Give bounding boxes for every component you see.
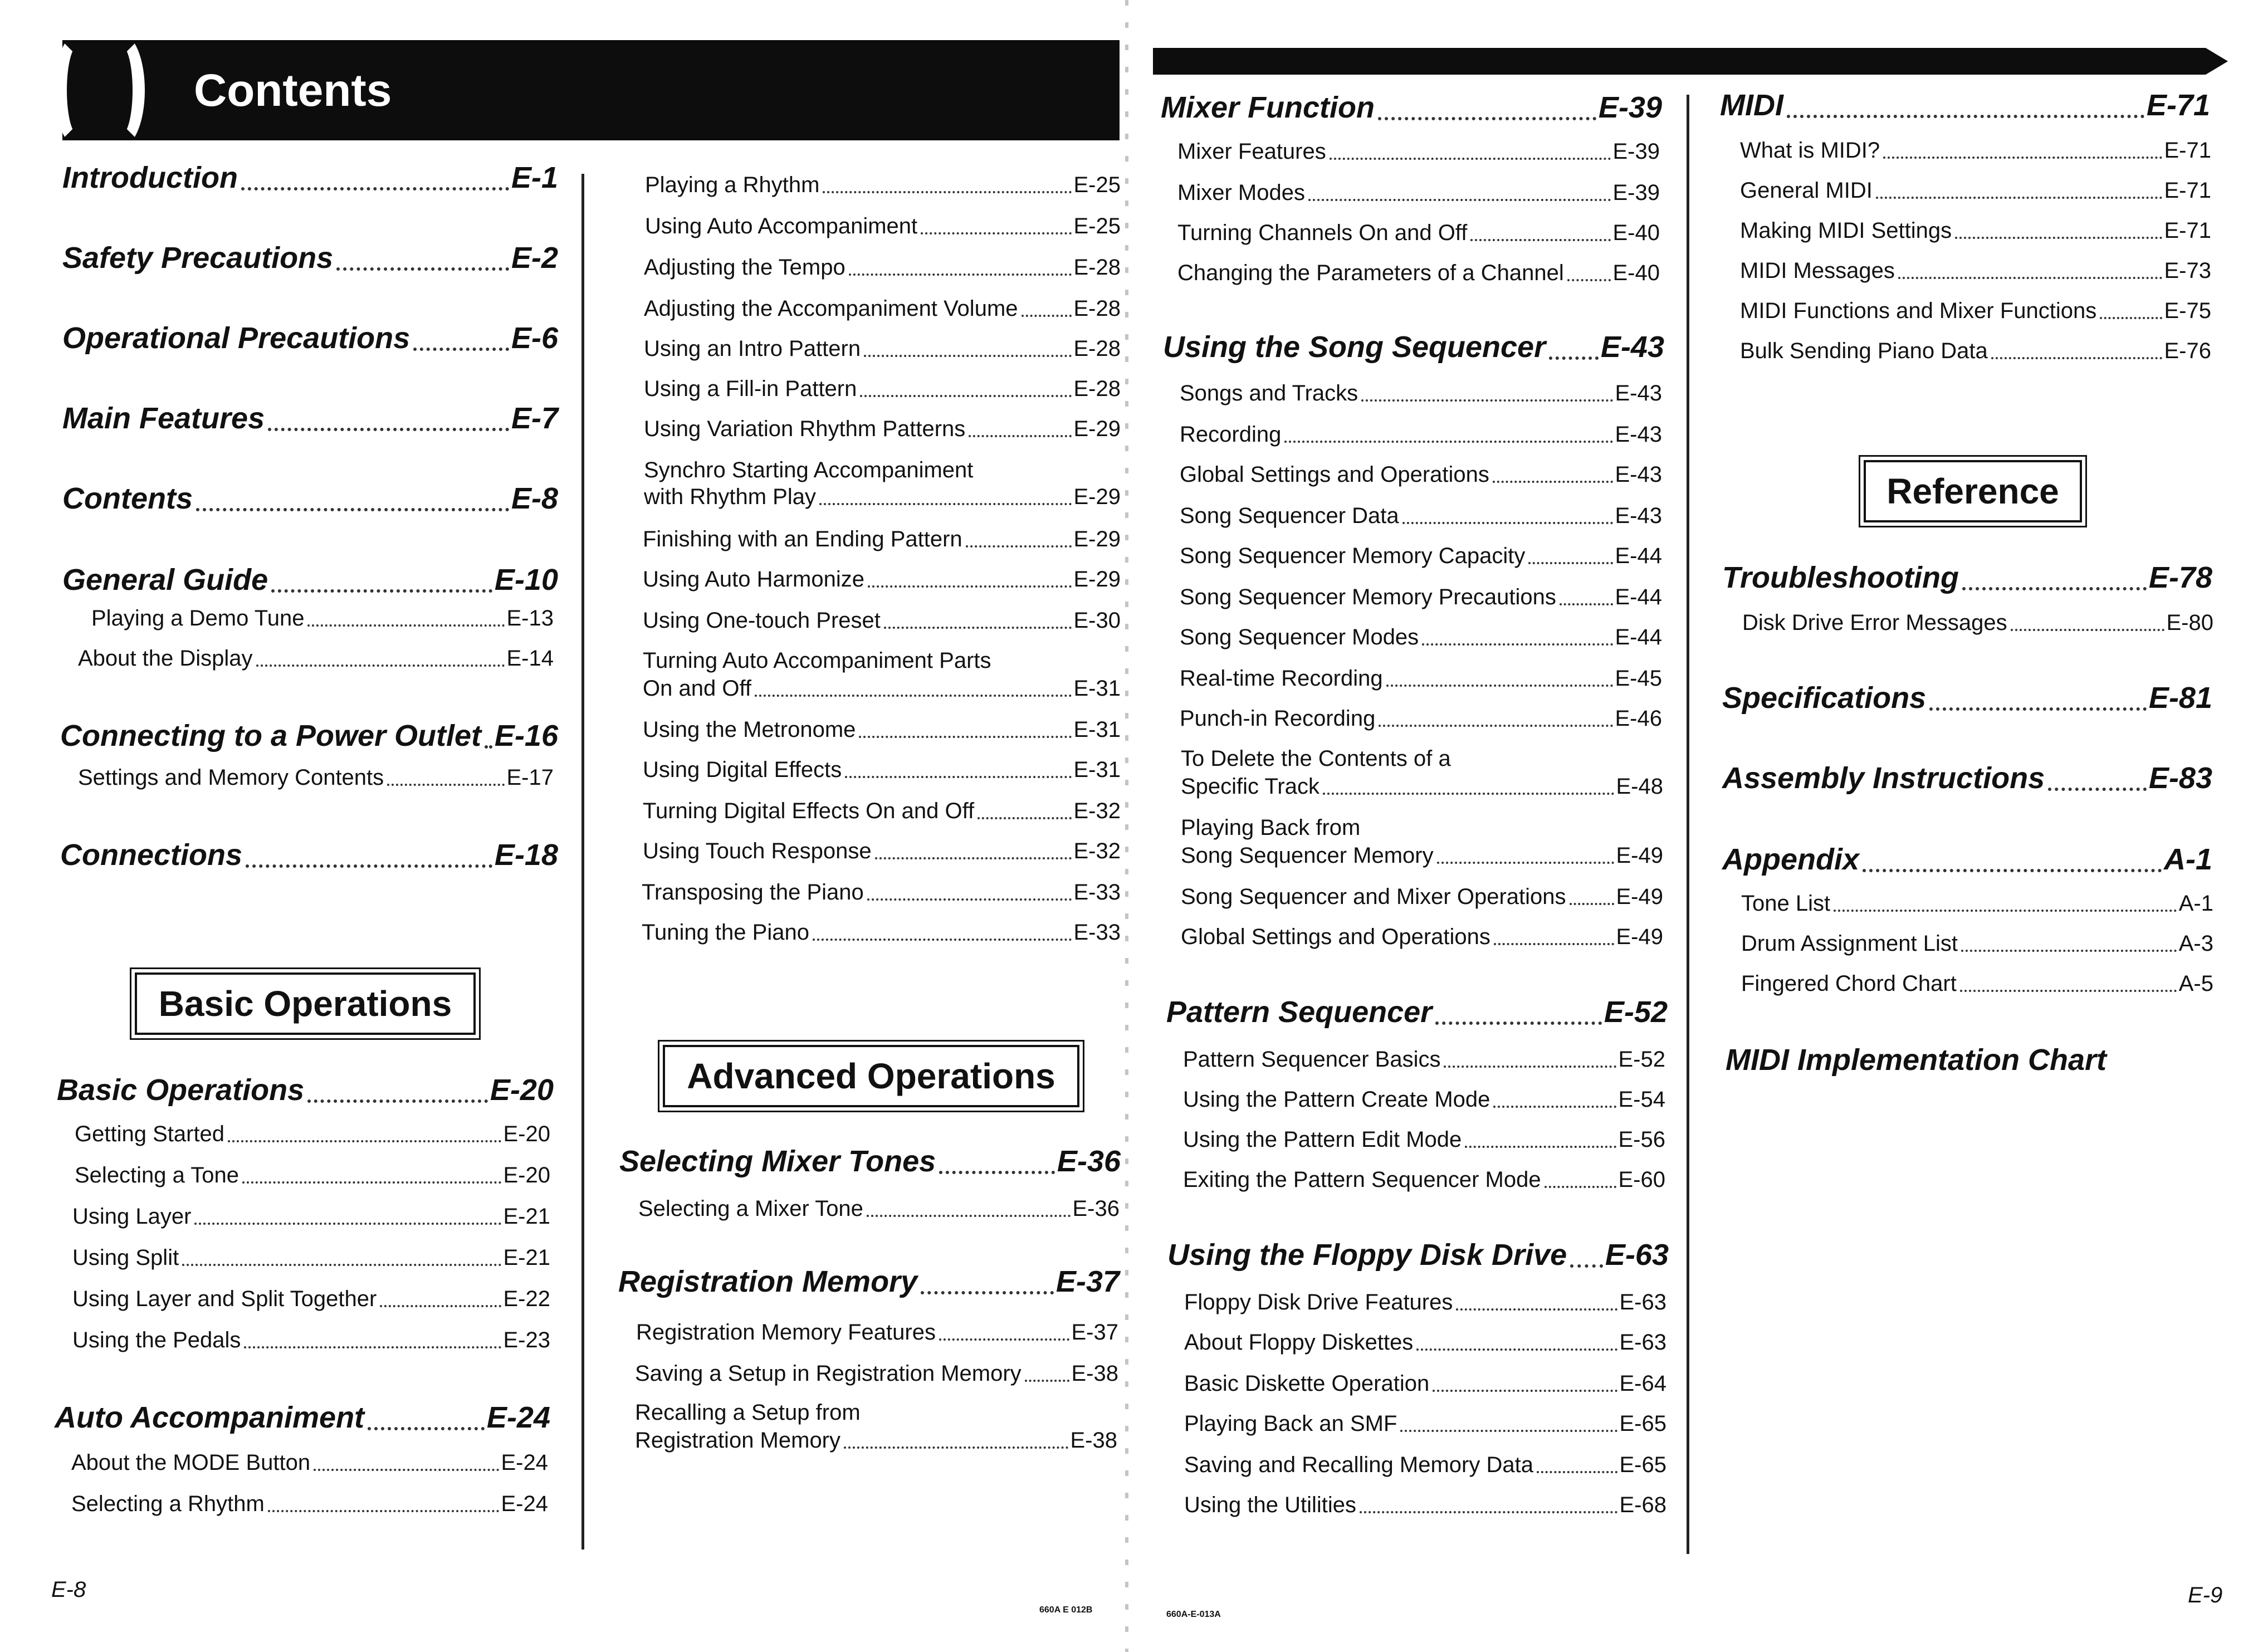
toc-subentry[interactable]: Settings and Memory Contents E-17 bbox=[78, 765, 554, 790]
toc-subentry-line1: To Delete the Contents of a bbox=[1181, 746, 1451, 771]
toc-subentry[interactable]: Playing a Rhythm E-25 bbox=[645, 173, 1121, 197]
toc-subentry[interactable]: Turning Digital Effects On and Off E-32 bbox=[643, 799, 1121, 823]
toc-entry[interactable]: Connecting to a Power Outlet E-16 bbox=[60, 719, 558, 752]
toc-subentry[interactable]: Saving and Recalling Memory Data E-65 bbox=[1184, 1453, 1666, 1477]
toc-subentry[interactable]: Saving a Setup in Registration Memory E-38 bbox=[635, 1361, 1118, 1386]
toc-subentry[interactable]: Playing Back an SMF E-65 bbox=[1184, 1411, 1666, 1436]
toc-subentry[interactable]: Adjusting the Tempo E-28 bbox=[644, 255, 1121, 280]
toc-entry[interactable]: Using the Floppy Disk Drive E-63 bbox=[1167, 1238, 1669, 1272]
toc-subentry[interactable]: Registration Memory Features E-37 bbox=[636, 1320, 1118, 1345]
toc-entry[interactable]: Registration Memory E-37 bbox=[618, 1265, 1120, 1298]
toc-subentry[interactable]: Pattern Sequencer Basics E-52 bbox=[1183, 1047, 1665, 1072]
toc-subentry[interactable]: Using the Pattern Create Mode E-54 bbox=[1183, 1087, 1665, 1112]
toc-entry[interactable]: Using the Song Sequencer E-43 bbox=[1163, 330, 1664, 364]
print-code-left: 660A E 012B bbox=[1039, 1605, 1093, 1615]
toc-entry[interactable]: Basic Operations E-20 bbox=[57, 1073, 554, 1107]
toc-subentry[interactable]: Using Digital Effects E-31 bbox=[643, 757, 1121, 782]
toc-subentry[interactable]: with Rhythm Play E-29 bbox=[644, 485, 1121, 509]
toc-subentry[interactable]: MIDI Functions and Mixer Functions E-75 bbox=[1740, 299, 2211, 323]
toc-subentry[interactable]: On and Off E-31 bbox=[643, 676, 1121, 701]
bracket-left-icon bbox=[55, 33, 101, 147]
toc-subentry-line1: Recalling a Setup from bbox=[635, 1400, 861, 1425]
toc-subentry[interactable]: Song Sequencer Memory E-49 bbox=[1181, 843, 1663, 868]
reference-heading: Reference bbox=[1864, 460, 2082, 522]
toc-subentry[interactable]: Turning Channels On and Off E-40 bbox=[1177, 221, 1660, 245]
toc-subentry[interactable]: Using a Fill-in Pattern E-28 bbox=[644, 377, 1121, 401]
toc-entry[interactable]: Contents E-8 bbox=[62, 482, 558, 515]
toc-entry[interactable]: Specifications E-81 bbox=[1722, 681, 2212, 715]
toc-subentry[interactable]: Using Split E-21 bbox=[72, 1245, 550, 1270]
toc-subentry[interactable]: Bulk Sending Piano Data E-76 bbox=[1740, 339, 2211, 363]
toc-subentry[interactable]: Changing the Parameters of a Channel E-40 bbox=[1177, 261, 1660, 285]
toc-subentry[interactable]: Songs and Tracks E-43 bbox=[1180, 381, 1662, 405]
toc-entry[interactable]: Selecting Mixer Tones E-36 bbox=[619, 1145, 1121, 1178]
toc-entry[interactable]: Introduction E-1 bbox=[62, 161, 558, 194]
toc-subentry[interactable]: Fingered Chord Chart A-5 bbox=[1741, 971, 2213, 996]
toc-subentry[interactable]: Floppy Disk Drive Features E-63 bbox=[1184, 1290, 1666, 1314]
toc-entry[interactable]: Operational Precautions E-6 bbox=[62, 321, 558, 355]
toc-subentry[interactable]: Song Sequencer Modes E-44 bbox=[1180, 625, 1662, 649]
toc-subentry[interactable]: Using Layer E-21 bbox=[72, 1204, 550, 1229]
bracket-right-icon bbox=[98, 33, 145, 147]
toc-subentry[interactable]: Registration Memory E-38 bbox=[635, 1428, 1117, 1453]
toc-subentry[interactable]: Song Sequencer Memory Precautions E-44 bbox=[1180, 585, 1662, 609]
toc-subentry[interactable]: Recording E-43 bbox=[1180, 422, 1662, 447]
toc-subentry[interactable]: Global Settings and Operations E-49 bbox=[1181, 925, 1663, 949]
toc-entry[interactable]: Auto Accompaniment E-24 bbox=[55, 1401, 550, 1434]
toc-subentry[interactable]: Punch-in Recording E-46 bbox=[1180, 706, 1662, 731]
toc-subentry[interactable]: Using the Pedals E-23 bbox=[72, 1328, 550, 1352]
toc-entry[interactable]: MIDI Implementation Chart bbox=[1726, 1043, 2107, 1077]
toc-subentry[interactable]: Song Sequencer Data E-43 bbox=[1180, 504, 1662, 528]
toc-subentry-line1: Playing Back from bbox=[1181, 815, 1361, 840]
toc-subentry[interactable]: Selecting a Mixer Tone E-36 bbox=[638, 1196, 1120, 1221]
toc-entry[interactable]: MIDI E-71 bbox=[1720, 89, 2210, 122]
toc-subentry[interactable]: Exiting the Pattern Sequencer Mode E-60 bbox=[1183, 1167, 1665, 1192]
toc-subentry[interactable]: Tone List A-1 bbox=[1741, 891, 2213, 916]
toc-subentry[interactable]: About the Display E-14 bbox=[78, 646, 554, 671]
toc-subentry[interactable]: Drum Assignment List A-3 bbox=[1741, 931, 2213, 956]
toc-subentry[interactable]: Using Variation Rhythm Patterns E-29 bbox=[644, 417, 1121, 441]
toc-subentry[interactable]: Using the Metronome E-31 bbox=[643, 717, 1121, 742]
toc-subentry[interactable]: General MIDI E-71 bbox=[1740, 178, 2211, 203]
toc-subentry[interactable]: Mixer Modes E-39 bbox=[1177, 180, 1660, 205]
toc-subentry[interactable]: About the MODE Button E-24 bbox=[71, 1450, 548, 1475]
page-title: Contents bbox=[194, 65, 392, 116]
toc-subentry[interactable]: Playing a Demo Tune E-13 bbox=[91, 606, 554, 631]
toc-subentry[interactable]: Making MIDI Settings E-71 bbox=[1740, 218, 2211, 243]
toc-subentry[interactable]: Global Settings and Operations E-43 bbox=[1180, 462, 1662, 487]
toc-entry[interactable]: Assembly Instructions E-83 bbox=[1722, 761, 2212, 795]
toc-subentry[interactable]: Basic Diskette Operation E-64 bbox=[1184, 1371, 1666, 1396]
toc-subentry[interactable]: Getting Started E-20 bbox=[75, 1122, 550, 1146]
toc-subentry[interactable]: Finishing with an Ending Pattern E-29 bbox=[643, 527, 1121, 551]
toc-subentry[interactable]: Tuning the Piano E-33 bbox=[642, 920, 1121, 945]
page-gutter bbox=[1125, 0, 1128, 1652]
toc-subentry[interactable]: MIDI Messages E-73 bbox=[1740, 258, 2211, 283]
toc-subentry[interactable]: Specific Track E-48 bbox=[1181, 774, 1663, 799]
toc-entry[interactable]: Troubleshooting E-78 bbox=[1722, 561, 2212, 594]
toc-subentry[interactable]: Selecting a Rhythm E-24 bbox=[71, 1492, 548, 1516]
toc-entry[interactable]: Safety Precautions E-2 bbox=[62, 241, 558, 275]
toc-entry[interactable]: Pattern Sequencer E-52 bbox=[1166, 995, 1668, 1029]
contents-header-bar bbox=[62, 40, 1120, 140]
toc-subentry[interactable]: Using Touch Response E-32 bbox=[643, 839, 1121, 863]
column-divider bbox=[581, 174, 584, 1550]
toc-subentry[interactable]: Using the Utilities E-68 bbox=[1184, 1493, 1666, 1517]
toc-entry[interactable]: Connections E-18 bbox=[60, 838, 558, 872]
toc-subentry[interactable]: Using an Intro Pattern E-28 bbox=[644, 336, 1121, 361]
column-divider bbox=[1687, 95, 1689, 1554]
toc-subentry[interactable]: Using One-touch Preset E-30 bbox=[643, 608, 1121, 633]
toc-subentry[interactable]: Using the Pattern Edit Mode E-56 bbox=[1183, 1127, 1665, 1152]
toc-subentry[interactable]: About Floppy Diskettes E-63 bbox=[1184, 1330, 1666, 1355]
toc-subentry[interactable]: Mixer Features E-39 bbox=[1177, 139, 1660, 164]
basic-operations-heading: Basic Operations bbox=[135, 972, 476, 1035]
toc-subentry[interactable]: Selecting a Tone E-20 bbox=[75, 1163, 550, 1187]
toc-subentry-line1: Synchro Starting Accompaniment bbox=[644, 458, 974, 482]
toc-subentry[interactable]: What is MIDI? E-71 bbox=[1740, 138, 2211, 163]
toc-subentry[interactable]: Adjusting the Accompaniment Volume E-28 bbox=[644, 296, 1121, 321]
right-header-bar bbox=[1153, 48, 2206, 75]
toc-subentry-line1: Turning Auto Accompaniment Parts bbox=[643, 648, 991, 673]
toc-entry[interactable]: Main Features E-7 bbox=[62, 402, 558, 435]
toc-subentry[interactable]: Transposing the Piano E-33 bbox=[642, 880, 1121, 905]
toc-subentry[interactable]: Song Sequencer Memory Capacity E-44 bbox=[1180, 544, 1662, 568]
toc-entry[interactable]: General Guide E-10 bbox=[62, 563, 558, 597]
toc-entry[interactable]: Appendix A-1 bbox=[1722, 843, 2212, 876]
toc-subentry[interactable]: Real-time Recording E-45 bbox=[1180, 666, 1662, 691]
toc-subentry[interactable]: Using Layer and Split Together E-22 bbox=[72, 1287, 550, 1311]
page-number-right: E-9 bbox=[2188, 1583, 2223, 1607]
toc-subentry[interactable]: Using Auto Accompaniment E-25 bbox=[645, 214, 1121, 238]
print-code-right: 660A-E-013A bbox=[1166, 1610, 1221, 1619]
page-number-left: E-8 bbox=[51, 1577, 86, 1602]
toc-subentry[interactable]: Using Auto Harmonize E-29 bbox=[643, 567, 1121, 592]
toc-subentry[interactable]: Song Sequencer and Mixer Operations E-49 bbox=[1181, 884, 1663, 909]
toc-entry[interactable]: Mixer Function E-39 bbox=[1161, 91, 1662, 124]
toc-subentry[interactable]: Disk Drive Error Messages E-80 bbox=[1742, 610, 2213, 635]
advanced-operations-heading: Advanced Operations bbox=[663, 1045, 1079, 1107]
